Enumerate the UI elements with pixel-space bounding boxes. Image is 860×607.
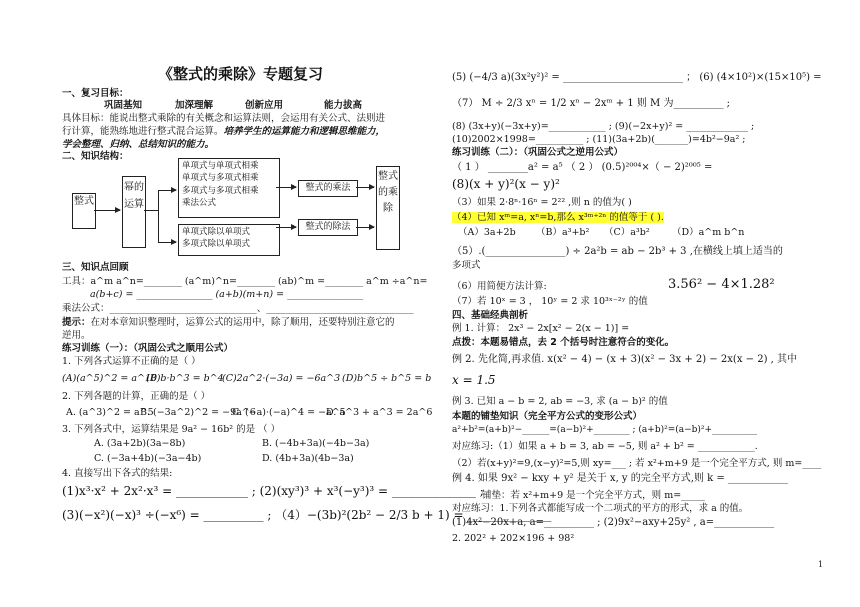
q1: 1. 下列各式运算不正确的是（ ） [62, 356, 201, 367]
e4-opt-a: （A）3a+2b [458, 227, 516, 238]
practice-3-2: 2. 202² + 202×196 + 98² [452, 533, 575, 544]
ex3: 例 3. 已知 a − b = 2, ab = −3, 求 (a − b)² 的值 [452, 396, 668, 407]
ex1: 例 1. 计算： 2x³ − 2x[x² − 2(x − 1)] = [452, 323, 630, 334]
box-div-items [178, 224, 280, 256]
arrow-5 [276, 227, 296, 228]
q4: 4. 直接写出下各式的结果: [62, 468, 173, 479]
section-review: 三、知识点回顾 [62, 262, 129, 273]
r7: （7） M ÷ 2/3 xⁿ = 1/2 xⁿ − 2xᵐ + 1 则 M 为__________ ; [452, 98, 731, 109]
goal-1: 巩固基知 [104, 100, 143, 111]
mult-item: 单项式与多项式相乘 [182, 173, 259, 184]
connector [144, 210, 158, 211]
box-zhengshi: 整式 [72, 193, 96, 229]
goal-text-3: 学会整理、归纳、总结知识的能力。 [62, 139, 215, 150]
e1: （ 1 ） ________a² = a⁵ （ 2 ） (0.5)²⁰⁰⁴×（ − 2)²⁰⁰⁵ = [452, 162, 713, 173]
page-number: 1 [818, 560, 824, 569]
ex2: 例 2. 先化简,再求值. x(x² − 4) − (x + 3)(x² − 3x + 2) − 2x(x − 2) , 其中 [452, 354, 798, 365]
formula-line: 乘法公式：_______________________________、_______________________________ [62, 303, 414, 314]
practice-1: 对应练习:（1）如果 a + b = 3, ab = −5, 则 a² + b² = ____________. [452, 441, 758, 452]
q1-opt-c: (C)2a^2·(−3a) = −6a^3 [222, 373, 341, 384]
e5b: 多项式 [452, 260, 481, 271]
tip-label: 提示： [62, 317, 91, 328]
mult-item: 单项式与单项式相乘 [182, 161, 259, 171]
e6: （6）用简便方法计算: [452, 281, 547, 292]
box-mult-items [178, 158, 280, 218]
div-item: 单项式除以单项式 [182, 227, 251, 237]
e6-expr: 3.56² − 4×1.28² [668, 277, 775, 292]
q3-opt-d: D. (4b+3a)(4b−3a) [262, 453, 354, 464]
ex2b: x = 1.5 [452, 373, 496, 387]
tip [62, 317, 395, 329]
goal-4: 能力拔高 [324, 100, 363, 111]
q2-opt-a: A. (a^3)^2 = a^5 [66, 407, 154, 418]
box-result: 整式的乘除 [376, 166, 400, 250]
practice-3: 对应练习：1.下列各式都能写成一个二项式的平方的形式，求 a 的值。 [452, 503, 749, 514]
div-item: 多项式除以单项式 [182, 239, 251, 250]
goal-3: 创新应用 [245, 100, 284, 111]
e4-opt-c: （C）a³b² [604, 227, 650, 238]
practice-2: （2）若(x+y)²=9,(x−y)²=5,则 xy=___ ; 若 x²+m+9 是一个完全平方式, 则 m=____ [452, 458, 822, 469]
tip-text: 在对本章知识整理时，运算公式的运用中，除了顺用，还要特别注意它的 [90, 317, 395, 328]
arrow-1 [94, 210, 120, 211]
q3: 3. 下列各式中，运算结果是 9a² − 16b² 的是 （ ） [62, 424, 281, 435]
q3-opt-c: C. (−3a+4b)(−3a−4b) [94, 453, 202, 464]
r10: (10)2002×1998=__________ ; (11)(3a+2b)(_______)=4b²−9a² ; [452, 134, 746, 145]
goal-2: 加深理解 [175, 100, 214, 111]
arrow-2 [158, 190, 176, 191]
pudian: 铺垫：若 x²+m+9 是一个完全平方式，则 m=_____ [482, 490, 705, 501]
q3-opt-a: A. (3a+2b)(3a−8b) [94, 438, 186, 449]
e1b: (8)(x + y)²(x − y)² [452, 177, 560, 191]
practice-2-title: 练习训练（二）：（巩固公式之逆用公式） [452, 147, 624, 158]
e7: （7）若 10ˣ = 3 ， 10ʸ = 2 求 10³ˣ⁻²ʸ 的值 [452, 296, 648, 307]
q2-opt-d: D. a^3 + a^3 = 2a^6 [326, 407, 433, 418]
section-structure: 二、知识结构： [62, 151, 129, 162]
box-mi: 幂的运算 [122, 176, 146, 248]
section-goals: 一、复习目标： [62, 88, 129, 99]
q4-line2: (3)(−x²)(−x)³ ÷(−x⁶) = __________ ; （4）−(3b)²(2b² − 2/3 b + 1) = ______________ [62, 508, 552, 522]
key-formula: a²+b²=(a+b)²−______=(a−b)²+________ ; (a+b)²=(a−b)²+__________ [452, 425, 758, 435]
ex4: 例 4. 如果 9x² − kxy + y² 是关于 x, y 的完全平方式,则 k = ____________ [452, 473, 788, 484]
q2: 2. 下列各题的计算，正确的是（ ） [62, 391, 211, 402]
q1-opt-d: (D)b^5 ÷ b^5 = b [342, 373, 432, 384]
goal-text-line2 [62, 126, 385, 138]
e4-opt-b: （B）a³+b² [536, 227, 590, 238]
e5: （5）.(________________) ÷ 2a²b = ab − 2b³ + 3 ,在横线上填上适当的 [452, 246, 783, 257]
e4-opt-d: （D）a^m b^n [672, 227, 745, 238]
q4-line1: (1)x³·x² + 2x²·x³ = ____________ ; (2)(xy³)³ + x³(−y³)³ = ______________ ; [62, 484, 484, 498]
connector-v [158, 190, 159, 242]
arrow-7 [356, 227, 374, 228]
r8: (8) (3x+y)(−3x+y)=____________ ; (9)(−2x+y)² = _____________ ; [452, 121, 755, 132]
key-knowledge: 本题的铺垫知识（完全平方公式的变形公式） [452, 411, 643, 422]
page-title: 《整式的乘除》专题复习 [158, 65, 324, 83]
dianbo: 点拨：本题易错点，去 2 个括号时注意符合的变化。 [452, 337, 675, 348]
practice-3-line: (1)4x²−20x+a, a=__________ ; (2)9x²−axy+25y² , a=____________ [452, 517, 775, 528]
e4-text: （4）已知 xᵐ=a, xⁿ=b,那么 x³ᵐ⁺²ⁿ 的值等于 ( ). [452, 212, 664, 223]
goal-text-2b: 培养学生的运算能力和逻辑思维能力， [223, 126, 386, 137]
box-div: 整式的除法 [298, 219, 358, 236]
q3-opt-b: B. (−4b+3a)(−4b−3a) [262, 438, 370, 449]
tip-text2: 逆用。 [62, 330, 91, 341]
q1-opt-a: (A)(a^5)^2 = a^10 [62, 373, 158, 384]
arrow-6 [356, 187, 374, 188]
e3: （3）如果 2·8ⁿ·16ⁿ = 2²² ,则 n 的值为( ) [452, 197, 632, 208]
arrow-3 [158, 242, 176, 243]
goal-text: 具体目标：能说出整式乘除的有关概念和运算法则，会运用有关公式、法则进 [62, 113, 386, 124]
q2-opt-b: B. (−3a^2)^2 = −9a^6 [140, 407, 256, 418]
box-mult: 整式的乘法 [298, 180, 358, 197]
arrow-4 [276, 187, 296, 188]
r5: (5) (−4/3 a)(3x²y²)² = ________________________ ； (6) (4×10²)×(15×10⁵) = [452, 72, 822, 83]
e4 [452, 212, 664, 224]
tools-line: 工具：a^m a^n=________ (a^m)^n=________ (ab)^m =________ a^m ÷a^n= [62, 276, 428, 287]
mult-item: 多项式与多项式相乘 [182, 185, 259, 196]
mult-item: 乘法公式 [182, 197, 217, 208]
practice-1-title: 练习训练（一）：（巩固公式之顺用公式） [62, 343, 234, 354]
q1-opt-b: (B)b·b^3 = b^4 [146, 373, 224, 384]
distrib-line: a(b+c) = ________________ (a+b)(m+n) = ________________ [90, 289, 364, 300]
goal-text-2a: 行计算，能熟练地进行整式混合运算。 [62, 126, 224, 137]
section-classic: 四、基础经典剖析 [452, 310, 529, 321]
q2-opt-c: C. (−a)·(−a)^4 = −a^5 [232, 407, 346, 418]
